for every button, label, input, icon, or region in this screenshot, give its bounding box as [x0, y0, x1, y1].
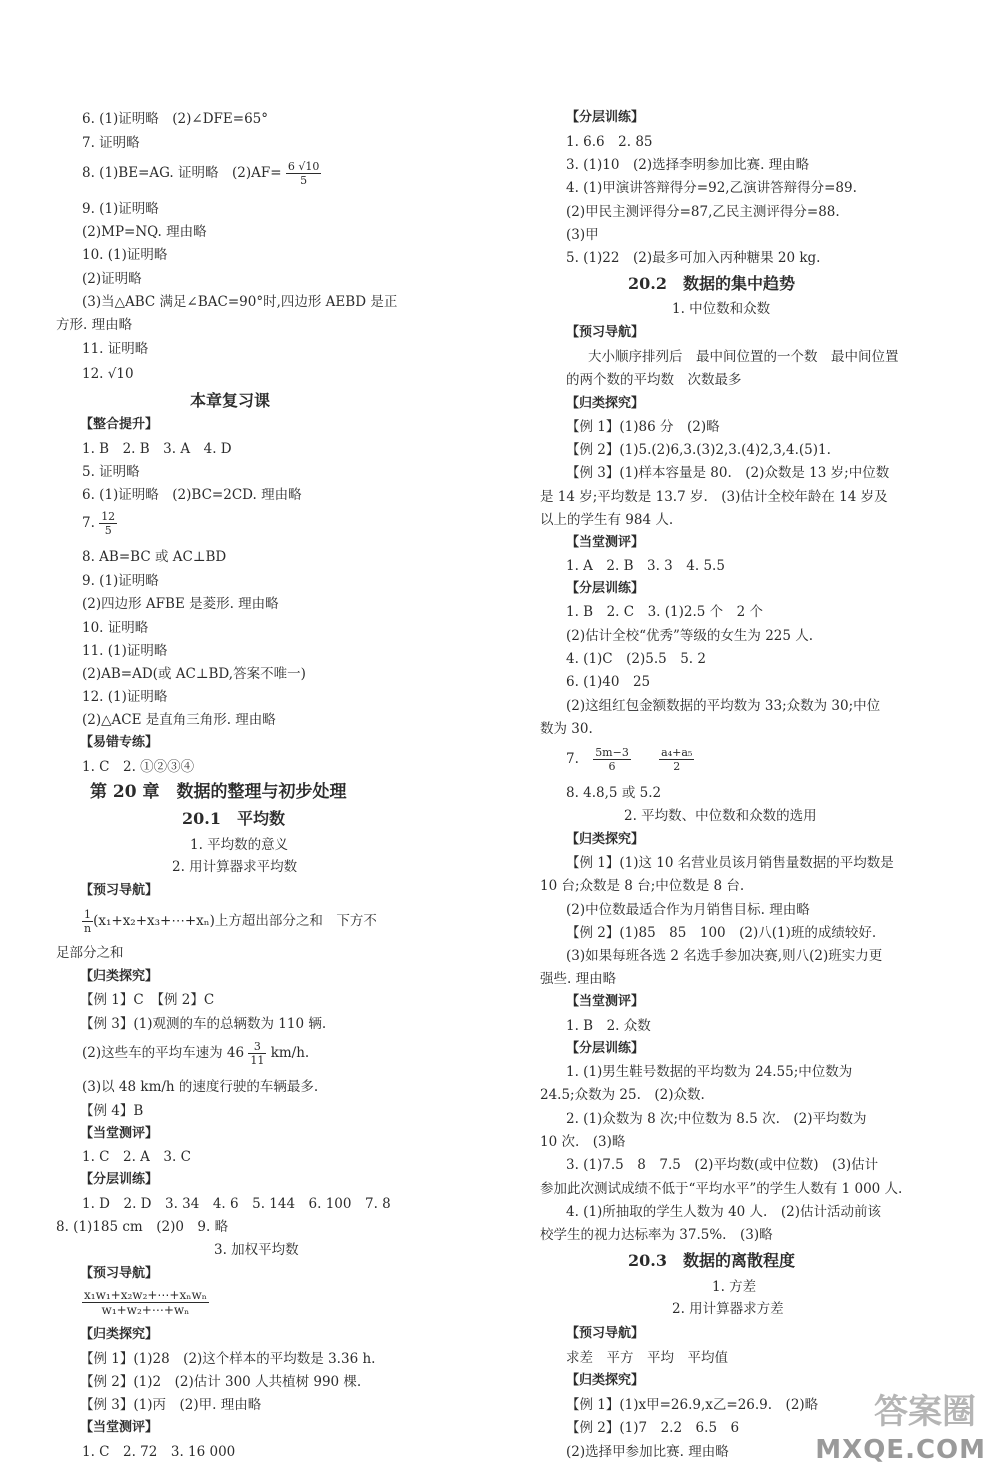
- answer-line: (2)估计全校“优秀”等级的女生为 225 人.: [566, 628, 814, 644]
- answer-line: 6. (1)证明略 (2)BC=2CD. 理由略: [82, 487, 302, 503]
- answer-line: 8. 4.8,5 或 5.2: [566, 785, 662, 801]
- answer-line: 11. (1)证明略: [82, 643, 168, 659]
- answer-line: 8. AB=BC 或 AC⊥BD: [82, 549, 227, 565]
- answer-line: 1. C 2. 72 3. 16 000: [82, 1444, 236, 1460]
- answer-line: 以上的学生有 984 人.: [540, 512, 674, 528]
- answer-line: 10. 证明略: [82, 620, 149, 636]
- subsection-title: 1. 中位数和众数: [672, 301, 771, 317]
- answer-line: (2)四边形 AFBE 是菱形. 理由略: [82, 596, 279, 612]
- answer-line: 10 次. (3)略: [540, 1134, 626, 1150]
- answer-line: (2)选择甲参加比赛. 理由略: [566, 1444, 729, 1460]
- answer-line: 8. (1)185 cm (2)0 9. 略: [56, 1219, 229, 1235]
- section-label: 【归类探究】: [566, 1373, 645, 1388]
- section-label: 【分层训练】: [566, 1041, 645, 1056]
- answer-line: 【例 2】(1)85 85 100 (2)八(1)班的成绩较好.: [566, 925, 877, 941]
- section-label: 【分层训练】: [80, 1172, 159, 1187]
- answer-line: (2)中位数最适合作为月销售目标. 理由略: [566, 902, 810, 918]
- answer-line: 1. B 2. 众数: [566, 1018, 651, 1034]
- answer-line: 2. (1)众数为 8 次;中位数为 8.5 次. (2)平均数为: [566, 1111, 867, 1127]
- fraction: $\frac{1}{n}$: [84, 908, 92, 935]
- answer-line: (2)证明略: [82, 271, 142, 287]
- answer-line: 4. (1)甲演讲答辩得分=92,乙演讲答辩得分=89.: [566, 180, 857, 196]
- section-label: 【预习导航】: [80, 1266, 159, 1281]
- section-label: 【易错专练】: [80, 735, 159, 750]
- answer-line: 的两个数的平均数 次数最多: [566, 372, 742, 388]
- answer-line: 数为 30.: [540, 721, 593, 737]
- answer-line: 1. A 2. B 3. 3 4. 5.5: [566, 558, 725, 574]
- fraction: $\frac{\text{x₁w₁+x₂w₂+⋯+xₙwₙ}}{\text{w₁+w₂+⋯+wₙ}}$: [84, 1288, 207, 1317]
- section-heading: 20.3 数据的离散程度: [628, 1251, 795, 1270]
- answer-line: 11. 证明略: [82, 341, 149, 357]
- answer-line: (2)MP=NQ. 理由略: [82, 224, 207, 240]
- watermark-url: MXQE.COM: [815, 1435, 986, 1465]
- fraction: $\frac{6 √10}{5}$: [287, 160, 320, 187]
- answer-line: 9. (1)证明略: [82, 573, 159, 589]
- subsection-title: 1. 方差: [712, 1279, 757, 1295]
- answer-line: (2)这些车的平均车速为 46 $\frac{3}{11}$ km/h.: [82, 1040, 310, 1067]
- answer-line: 【例 2】(1)7 2.2 6.5 6: [566, 1420, 740, 1436]
- answer-line: (3)当△ABC 满足∠BAC=90°时,四边形 AEBD 是正: [82, 294, 398, 310]
- answer-line: 12. (1)证明略: [82, 689, 168, 705]
- section-label: 【归类探究】: [566, 396, 645, 411]
- answer-line: 1. 6.6 2. 85: [566, 134, 653, 150]
- subsection-title: 3. 加权平均数: [214, 1242, 299, 1258]
- answer-line: 1. (1)男生鞋号数据的平均数为 24.55;中位数为: [566, 1064, 853, 1080]
- section-label: 【预习导航】: [80, 883, 159, 898]
- answer-line: 【例 2】(1)2 (2)估计 300 人共植树 990 棵.: [80, 1374, 362, 1390]
- answer-line: $\frac{1}{n}$ (x₁+x₂+x₃+⋯+xₙ)上方超出部分之和 下方不: [84, 908, 377, 935]
- fraction: $\frac{3}{11}$: [250, 1040, 265, 1067]
- answer-line: (2)AB=AD(或 AC⊥BD,答案不唯一): [82, 666, 306, 682]
- answer-line: 7. $\frac{5m-3}{6}$ $\frac{\text{a₄+a₅}}{2}$: [566, 746, 693, 773]
- answer-line: 3. (1)10 (2)选择李明参加比赛. 理由略: [566, 157, 810, 173]
- fraction: $\frac{\text{a₄+a₅}}{2}$: [661, 746, 693, 773]
- answer-line: 【例 3】(1)样本容量是 80. (2)众数是 13 岁;中位数: [566, 465, 890, 481]
- subsection-title: 2. 用计算器求方差: [672, 1301, 784, 1317]
- answer-line: (2)这组红包金额数据的平均数为 33;众数为 30;中位: [566, 698, 881, 714]
- answer-line: 【例 1】(1)x甲=26.9,x乙=26.9. (2)略: [566, 1397, 819, 1413]
- answer-line: 6. (1)40 25: [566, 674, 651, 690]
- section-label: 【分层训练】: [566, 110, 645, 125]
- answer-line: 10 台;众数是 8 台;中位数是 8 台.: [540, 878, 745, 894]
- answer-line: 10. (1)证明略: [82, 247, 168, 263]
- watermark-logo: 答案圈: [874, 1392, 976, 1432]
- answer-line: (2)△ACE 是直角三角形. 理由略: [82, 712, 276, 728]
- answer-line: 5. 证明略: [82, 464, 140, 480]
- answer-line: 方形. 理由略: [56, 317, 133, 333]
- answer-line: (3)如果每班各选 2 名选手参加决赛,则八(2)班实力更: [566, 948, 883, 964]
- subsection-title: 1. 平均数的意义: [190, 837, 289, 853]
- answer-line: 1. B 2. C 3. (1)2.5 个 2 个: [566, 604, 764, 620]
- answer-line: 是 14 岁;平均数是 13.7 岁. (3)估计全校年龄在 14 岁及: [540, 489, 888, 505]
- answer-line: (3)甲: [566, 227, 599, 243]
- answer-line: 1. B 2. B 3. A 4. D: [82, 441, 232, 457]
- answer-line: 3. (1)7.5 8 7.5 (2)平均数(或中位数) (3)估计: [566, 1157, 879, 1173]
- answer-line: 求差 平方 平均 平均值: [566, 1350, 728, 1366]
- answer-line: 1. C 2. A 3. C: [82, 1149, 191, 1165]
- answer-line: (2)甲民主测评得分=87,乙民主测评得分=88.: [566, 204, 840, 220]
- section-heading: 20.2 数据的集中趋势: [628, 274, 795, 293]
- subsection-title: 2. 用计算器求平均数: [172, 859, 298, 875]
- answer-line: 1. C 2. ①②③④: [82, 759, 195, 775]
- answer-line: 7. 证明略: [82, 135, 140, 151]
- answer-line: 1. D 2. D 3. 34 4. 6 5. 144 6. 100 7. 8: [82, 1196, 391, 1212]
- answer-line: 【例 3】(1)丙 (2)甲. 理由略: [80, 1397, 262, 1413]
- answer-line: 【例 1】(1)这 10 名营业员该月销售量数据的平均数是: [566, 855, 894, 871]
- answer-line: 24.5;众数为 25. (2)众数.: [540, 1087, 705, 1103]
- answer-line: 参加此次测试成绩不低于“平均水平”的学生人数有 1 000 人.: [540, 1181, 903, 1197]
- section-label: 【当堂测评】: [80, 1420, 159, 1435]
- answer-line: 【例 1】(1)28 (2)这个样本的平均数是 3.36 h.: [80, 1351, 376, 1367]
- answer-line: 7. $\frac{12}{5}$: [82, 510, 116, 537]
- answer-line: 【例 2】(1)5.(2)6,3.(3)2,3.(4)2,3,4.(5)1.: [566, 442, 831, 458]
- section-label: 【归类探究】: [566, 832, 645, 847]
- answer-line: 4. (1)所抽取的学生人数为 40 人. (2)估计活动前该: [566, 1204, 881, 1220]
- section-heading: 20.1 平均数: [182, 809, 285, 828]
- section-label: 【归类探究】: [80, 969, 159, 984]
- section-heading: 本章复习课: [190, 391, 271, 410]
- answer-line: 9. (1)证明略: [82, 201, 159, 217]
- answer-line: 校学生的视力达标率为 37.5%. (3)略: [540, 1227, 773, 1243]
- section-label: 【预习导航】: [566, 325, 645, 340]
- section-label: 【整合提升】: [80, 417, 159, 432]
- section-label: 【当堂测评】: [566, 535, 645, 550]
- answer-line: 5. (1)22 (2)最多可加入丙种糖果 20 kg.: [566, 250, 821, 266]
- section-label: 【当堂测评】: [566, 994, 645, 1009]
- answer-line: 【例 3】(1)观测的车的总辆数为 110 辆.: [80, 1016, 327, 1032]
- chapter-heading: 第 20 章 数据的整理与初步处理: [90, 782, 347, 802]
- answer-line: 4. (1)C (2)5.5 5. 2: [566, 651, 706, 667]
- fraction: $\frac{5m-3}{6}$: [595, 746, 629, 773]
- weighted-mean-formula: [82, 1288, 209, 1317]
- answer-line: 【例 1】C 【例 2】C: [80, 992, 215, 1008]
- answer-line: 6. (1)证明略 (2)∠DFE=65°: [82, 111, 269, 127]
- answer-line: 【例 4】B: [80, 1103, 144, 1119]
- subsection-title: 2. 平均数、中位数和众数的选用: [624, 808, 817, 824]
- answer-line: 12. √10: [82, 366, 134, 382]
- fraction: $\frac{12}{5}$: [101, 510, 116, 537]
- answer-line: 足部分之和: [56, 945, 124, 961]
- answer-line: (3)以 48 km/h 的速度行驶的车辆最多.: [82, 1079, 319, 1095]
- section-label: 【归类探究】: [80, 1327, 159, 1342]
- section-label: 【预习导航】: [566, 1326, 645, 1341]
- section-label: 【分层训练】: [566, 581, 645, 596]
- answer-line: 【例 1】(1)86 分 (2)略: [566, 419, 720, 435]
- answer-line: 8. (1)BE=AG. 证明略 (2)AF= $\frac{6 √10}{5}$: [82, 160, 320, 187]
- answer-line: 大小顺序排列后 最中间位置的一个数 最中间位置: [588, 349, 899, 365]
- answer-line: 强些. 理由略: [540, 971, 617, 987]
- section-label: 【当堂测评】: [80, 1126, 159, 1141]
